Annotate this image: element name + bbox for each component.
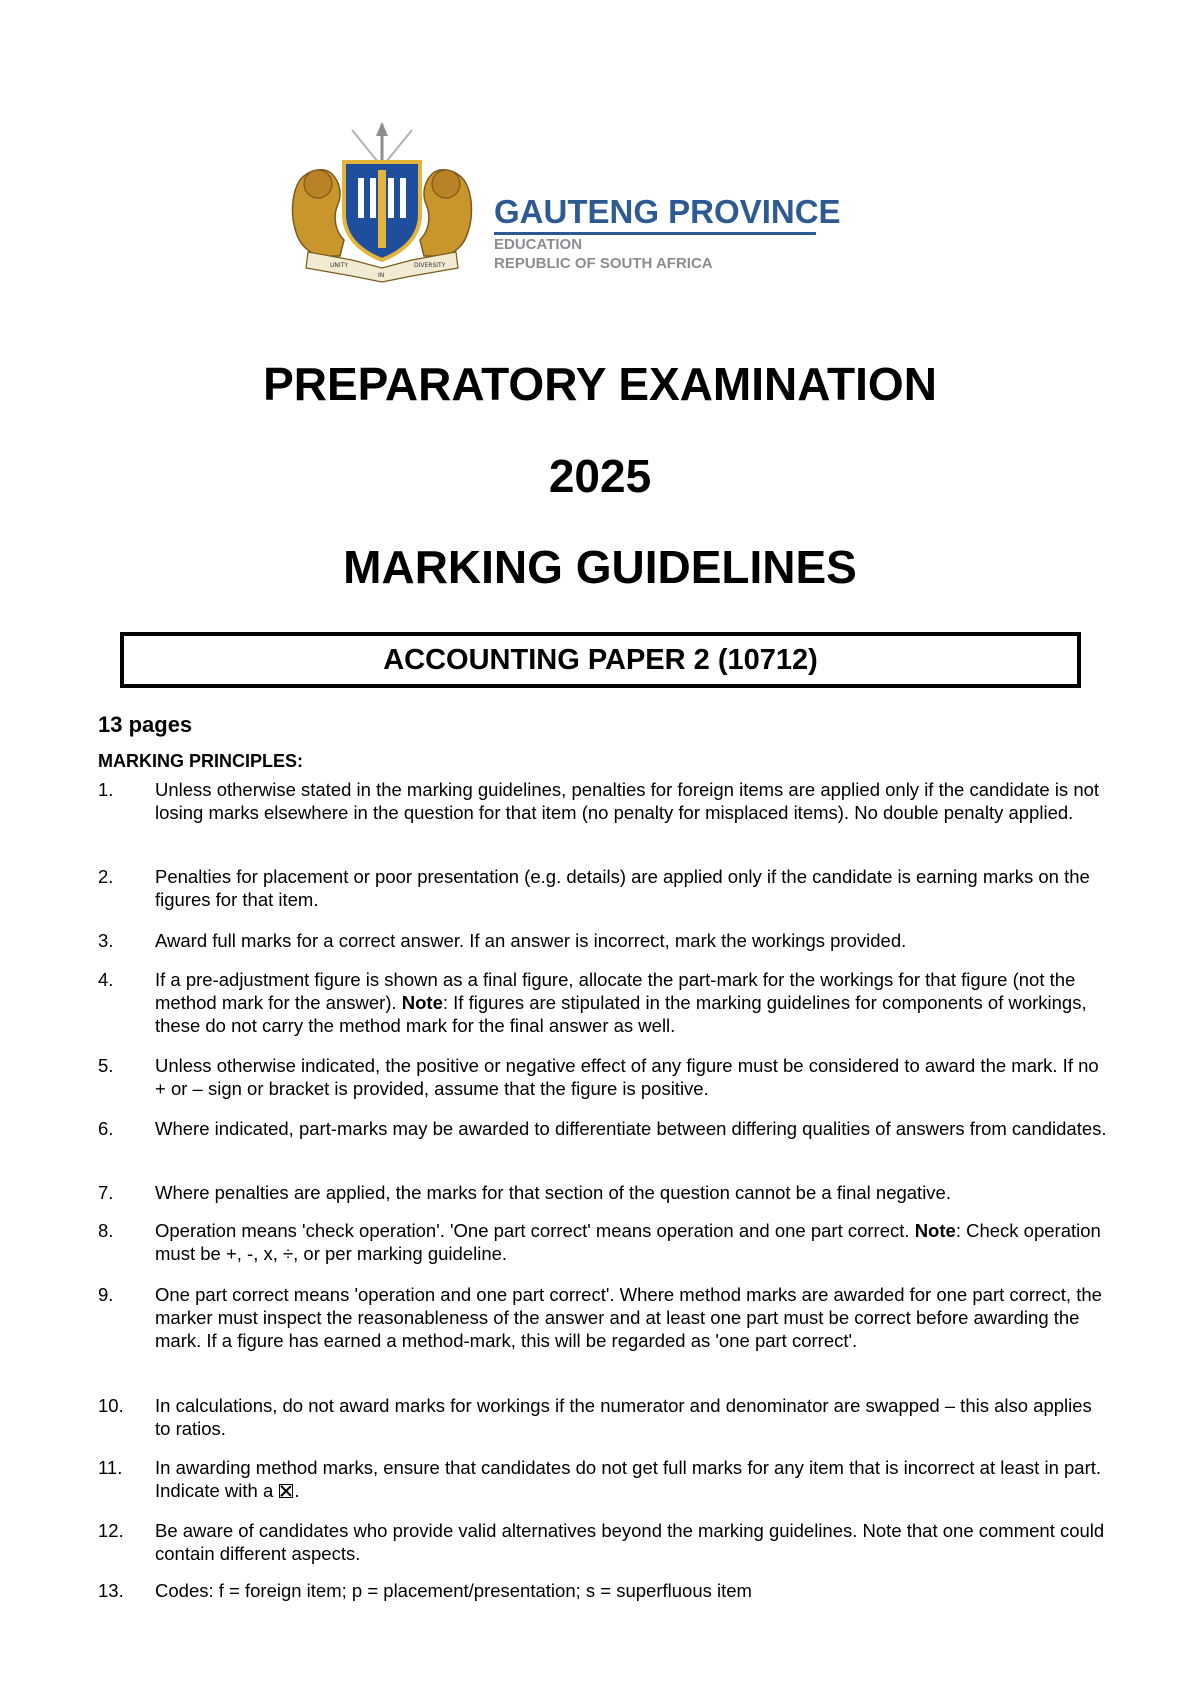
exam-year: 2025	[548, 450, 652, 502]
logo-subtitle-education: EDUCATION	[494, 236, 583, 253]
list-item-number: 7.	[98, 1182, 114, 1203]
principles-heading: MARKING PRINCIPLES:	[98, 751, 304, 771]
list-item-text: In calculations, do not award marks for workings if the numerator and denominator are swapped – this also applies to ratios.	[155, 1395, 1092, 1439]
list-item	[98, 1579, 1108, 1602]
list-item	[98, 1283, 1108, 1352]
list-item-text-part: In awarding method marks, ensure that candidates do not get full marks for any item that is incorrect at least in part. Indicate with a	[155, 1457, 1102, 1501]
list-item-text: One part correct means 'operation and one part correct'. Where method marks are awarded for one part correct, the marker must inspect the reasonableness of the answer and at least one part must be correct before awarding the mark. If a figure has earned a method-mark, this will be regarded as 'one part correct'.	[155, 1284, 1102, 1351]
list-item-number: 4.	[98, 969, 114, 990]
list-item-text: Unless otherwise indicated, the positive or negative effect of any figure must be considered to award the mark. If no + or – sign or bracket is provided, assume that the figure is positive.	[155, 1055, 1099, 1099]
svg-text:IN: IN	[378, 272, 385, 279]
list-item-number: 1.	[98, 779, 114, 800]
list-item-number: 5.	[98, 1055, 114, 1076]
list-item-text: Be aware of candidates who provide valid alternatives beyond the marking guidelines. Note that one comment could contain different aspects.	[155, 1520, 1105, 1564]
crossed-box-icon	[279, 1484, 293, 1498]
list-item	[98, 968, 1108, 1037]
list-item-number: 3.	[98, 930, 114, 951]
list-item	[98, 778, 1108, 824]
list-item-text-part: : If figures are stipulated in the marking guidelines for components of workings, these do not carry the method mark for the final answer as well.	[155, 992, 1087, 1036]
note-label: Note	[914, 1220, 956, 1241]
list-item-number: 10.	[98, 1395, 124, 1416]
logo-divider	[494, 232, 816, 235]
paper-title-box	[120, 632, 1081, 688]
list-item-text: Penalties for placement or poor presentation (e.g. details) are applied only if the candidate is earning marks on the figures for that item.	[155, 866, 1090, 910]
list-item-number: 2.	[98, 866, 114, 887]
coat-of-arms-icon	[282, 122, 482, 287]
list-item-text-part: .	[294, 1480, 300, 1501]
page-count: 13 pages	[98, 712, 193, 737]
list-item	[98, 1181, 1108, 1204]
list-item-number: 8.	[98, 1220, 114, 1241]
list-item	[98, 1117, 1108, 1140]
document-type-title: MARKING GUIDELINES	[343, 541, 857, 593]
list-item-text-part: If a pre-adjustment figure is shown as a final figure, allocate the part-mark for the workings for that figure (not the method mark for the answer).	[155, 969, 1076, 1013]
paper-title: ACCOUNTING PAPER 2 (10712)	[383, 643, 818, 676]
list-item-text	[155, 968, 1108, 1037]
list-item	[98, 929, 1108, 952]
svg-text:DIVERSITY: DIVERSITY	[414, 262, 446, 269]
list-item	[98, 1394, 1108, 1440]
logo-subtitle-country: REPUBLIC OF SOUTH AFRICA	[494, 255, 713, 272]
logo-title: GAUTENG PROVINCE	[494, 193, 841, 230]
list-item-text-part: : Check operation must be +, -, x, ÷, or per marking guideline.	[155, 1220, 1101, 1264]
list-item-number: 9.	[98, 1284, 114, 1305]
list-item-text: Unless otherwise stated in the marking guidelines, penalties for foreign items are applied only if the candidate is not losing marks elsewhere in the question for that item (no penalty for misplaced items). No double penalty applied.	[155, 779, 1100, 823]
list-item-text: Award full marks for a correct answer. If an answer is incorrect, mark the workings provided.	[155, 930, 907, 951]
list-item-number: 11.	[98, 1457, 123, 1478]
list-item	[98, 1219, 1108, 1265]
list-item-number: 6.	[98, 1118, 114, 1139]
exam-title: PREPARATORY EXAMINATION	[263, 358, 937, 410]
list-item	[98, 865, 1108, 911]
list-item-text	[155, 1219, 1108, 1265]
gauteng-logo	[262, 122, 862, 302]
svg-text:UNITY: UNITY	[330, 262, 348, 269]
list-item-text: Where indicated, part-marks may be awarded to differentiate between differing qualities of answers from candidates.	[155, 1118, 1107, 1139]
list-item	[98, 1456, 1108, 1502]
note-label: Note	[401, 992, 443, 1013]
list-item-text-part: Operation means 'check operation'. 'One part correct' means operation and one part correct.	[155, 1220, 915, 1241]
list-item	[98, 1519, 1108, 1565]
list-item-number: 13.	[98, 1580, 124, 1601]
list-item-text: Where penalties are applied, the marks for that section of the question cannot be a final negative.	[155, 1182, 951, 1203]
list-item-number: 12.	[98, 1520, 124, 1541]
list-item-text: Codes: f = foreign item; p = placement/presentation; s = superfluous item	[155, 1580, 752, 1601]
list-item-text	[155, 1456, 1108, 1502]
list-item	[98, 1054, 1108, 1100]
